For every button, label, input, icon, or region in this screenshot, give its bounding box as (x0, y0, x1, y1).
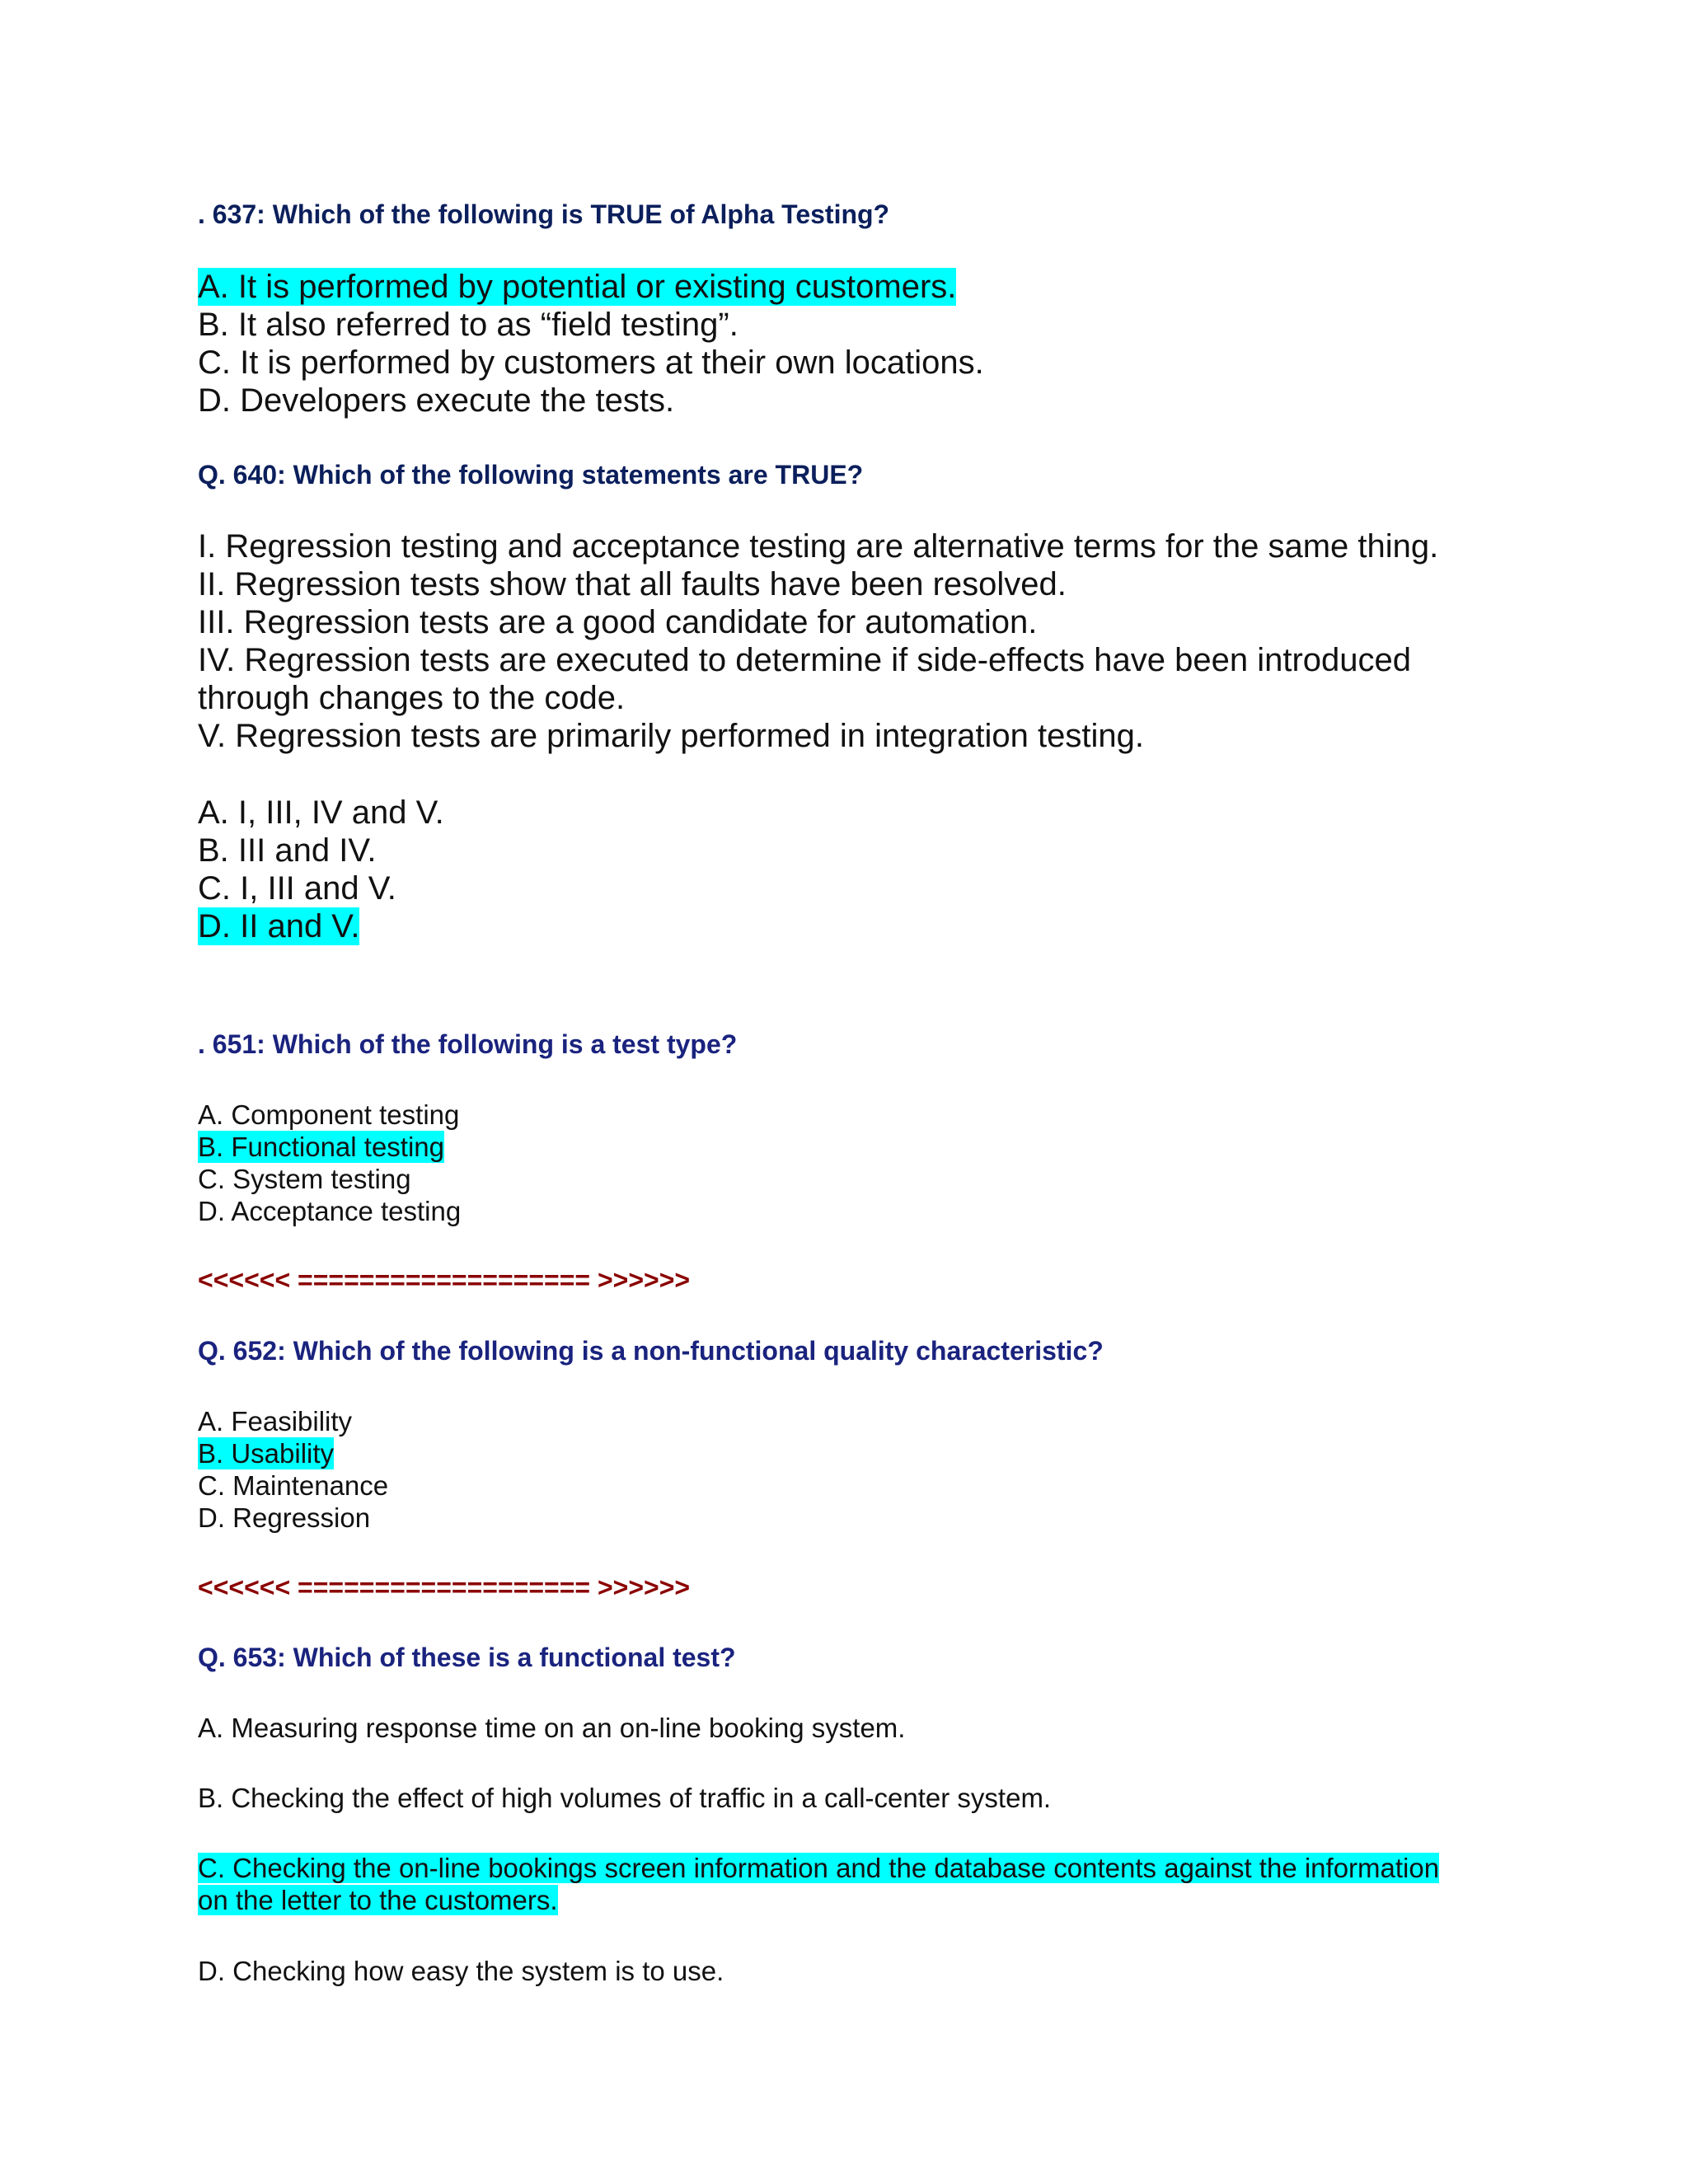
question-652-title: Q. 652: Which of the following is a non-functional quality characteristic? (198, 1336, 1104, 1366)
question-637-options (198, 268, 984, 419)
option-c (198, 869, 444, 907)
answer-highlight: D. II and V. (198, 908, 360, 944)
option-a (198, 268, 984, 306)
option-d-text: D. Acceptance testing (198, 1196, 462, 1226)
answer-highlight: C. Checking the on-line bookings screen information and the database contents against the information (198, 1853, 1440, 1883)
option-a-text: A. Feasibility (198, 1406, 353, 1436)
statement-iv-text: IV. Regression tests are executed to determine if side-effects have been introduced (198, 642, 1411, 678)
statement-iii-text: III. Regression tests are a good candidate for automation. (198, 604, 1038, 640)
option-b (198, 306, 984, 344)
question-640-statements (198, 527, 1438, 755)
question-653-title: Q. 653: Which of these is a functional test? (198, 1643, 736, 1672)
statement-i-text: I. Regression testing and acceptance testing are alternative terms for the same thing. (198, 528, 1439, 565)
question-637-title: . 637: Which of the following is TRUE of Alpha Testing? (198, 199, 890, 229)
question-651-title: . 651: Which of the following is a test type? (198, 1029, 738, 1059)
option-c-text: C. It is performed by customers at their own locations. (198, 344, 984, 381)
option-d (198, 1195, 461, 1227)
option-c (198, 1469, 388, 1502)
option-a: A. Measuring response time on an on-line booking system. (198, 1713, 906, 1743)
statement-iv-cont-text: through changes to the code. (198, 680, 626, 716)
option-d (198, 1502, 388, 1534)
option-c (198, 1163, 461, 1195)
question-651-options (198, 1099, 461, 1227)
option-b (198, 1437, 388, 1469)
answer-highlight: A. It is performed by potential or existing customers. (198, 269, 957, 305)
option-a-text: A. Component testing (198, 1099, 460, 1130)
option-a (198, 1099, 461, 1131)
question-640-title: Q. 640: Which of the following statements are TRUE? (198, 460, 864, 490)
separator: <<<<<< =================== >>>>>> (198, 1265, 691, 1295)
answer-highlight: B. Usability (198, 1438, 335, 1469)
statement-ii-text: II. Regression tests show that all faults have been resolved. (198, 566, 1067, 602)
separator: <<<<<< =================== >>>>>> (198, 1572, 691, 1602)
option-c (198, 1852, 1439, 1916)
option-a (198, 794, 444, 832)
option-d (198, 907, 444, 945)
question-640-options (198, 794, 444, 945)
statement-v (198, 717, 1438, 755)
option-c-text: C. I, III and V. (198, 870, 396, 907)
option-b (198, 1131, 461, 1163)
statement-iii (198, 603, 1438, 641)
question-652-options (198, 1405, 388, 1534)
option-b-text: B. It also referred to as “field testing”. (198, 307, 738, 343)
option-b (198, 832, 444, 869)
option-a-text: A. I, III, IV and V. (198, 794, 444, 831)
answer-highlight: B. Functional testing (198, 1132, 444, 1162)
statement-i (198, 527, 1438, 565)
option-d: D. Checking how easy the system is to use. (198, 1956, 724, 1986)
option-c-text: C. System testing (198, 1164, 411, 1194)
option-b-text: B. III and IV. (198, 832, 377, 869)
statement-v-text: V. Regression tests are primarily performed in integration testing. (198, 718, 1144, 754)
option-c-text: C. Maintenance (198, 1470, 389, 1501)
option-d-text: D. Developers execute the tests. (198, 382, 675, 419)
answer-highlight: on the letter to the customers. (198, 1885, 558, 1915)
option-b: B. Checking the effect of high volumes of traffic in a call-center system. (198, 1783, 1052, 1813)
option-a (198, 1405, 388, 1437)
option-d-text: D. Regression (198, 1502, 371, 1533)
statement-iv (198, 641, 1438, 679)
statement-ii (198, 565, 1438, 603)
statement-iv-cont (198, 679, 1438, 717)
option-c (198, 344, 984, 382)
option-d (198, 382, 984, 419)
